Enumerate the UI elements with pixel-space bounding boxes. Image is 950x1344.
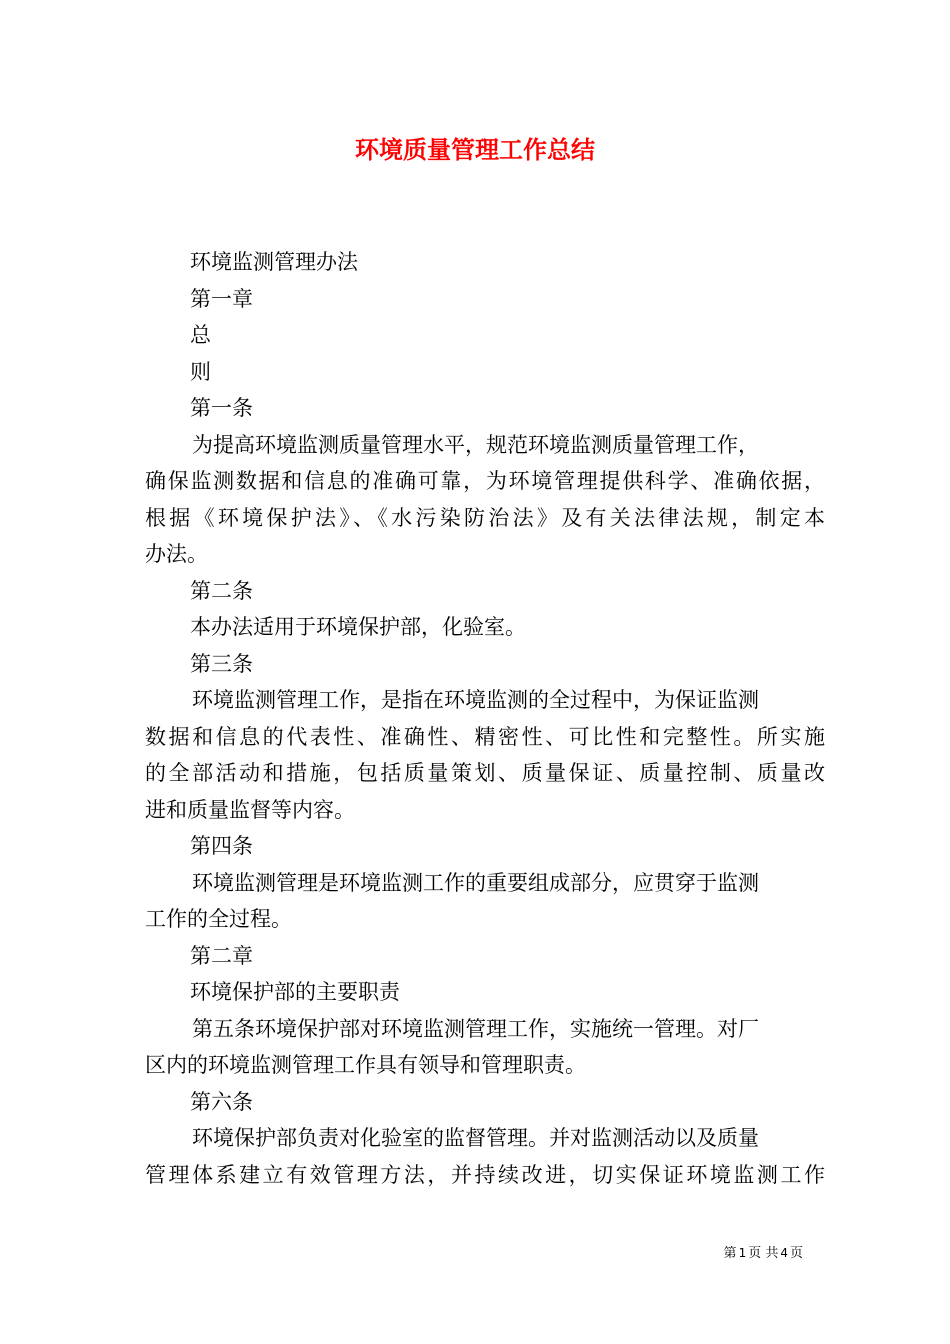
footer-middle: 页 共 [748, 1246, 779, 1261]
paragraph-line: 第五条环境保护部对环境监测管理工作，实施统一管理。对厂 [192, 1016, 759, 1041]
article-heading: 第三条 [190, 651, 253, 676]
paragraph-line: 数据和信息的代表性、准确性、精密性、可比性和完整性。所实施 [145, 724, 825, 749]
chapter-heading: 第一章 [190, 286, 253, 311]
paragraph-line: 进和质量监督等内容。 [145, 797, 355, 822]
paragraph-line: 环境监测管理工作，是指在环境监测的全过程中，为保证监测 [192, 688, 759, 712]
chapter-title-line: 则 [190, 359, 211, 384]
total-page-count: 4 [780, 1246, 788, 1260]
paragraph-line: 根据《环境保护法》、《水污染防治法》及有关法律法规，制定本 [145, 505, 825, 530]
paragraph-line: 本办法适用于环境保护部，化验室。 [190, 615, 526, 639]
paragraph-line: 的全部活动和措施，包括质量策划、质量保证、质量控制、质量改 [145, 761, 825, 785]
article-heading: 第一条 [190, 396, 253, 420]
paragraph-line: 区内的环境监测管理工作具有领导和管理职责。 [145, 1053, 586, 1077]
chapter-title-line: 总 [190, 323, 211, 347]
page-footer [724, 1244, 803, 1263]
document-body [145, 244, 825, 1193]
current-page-number: 1 [738, 1246, 747, 1260]
paragraph-line: 环境监测管理是环境监测工作的重要组成部分，应贯穿于监测 [192, 870, 759, 895]
chapter-title-line: 环境保护部的主要职责 [190, 980, 400, 1004]
article-heading: 第六条 [190, 1089, 253, 1114]
paragraph-line: 管理体系建立有效管理方法，并持续改进，切实保证环境监测工作 [145, 1162, 825, 1187]
paragraph-line: 确保监测数据和信息的准确可靠，为环境管理提供科学、准确依据， [145, 469, 825, 493]
chapter-heading: 第二章 [190, 943, 253, 968]
paragraph-line: 为提高环境监测质量管理水平，规范环境监测质量管理工作， [192, 432, 759, 457]
heading-line: 环境监测管理办法 [190, 250, 358, 274]
page-title: 环境质量管理工作总结 [355, 135, 595, 164]
paragraph-line: 办法。 [145, 542, 208, 566]
footer-prefix: 第 [723, 1246, 737, 1261]
article-heading: 第二条 [190, 578, 253, 603]
paragraph-line: 工作的全过程。 [145, 907, 292, 931]
paragraph-line: 环境保护部负责对化验室的监督管理。并对监测活动以及质量 [192, 1126, 759, 1150]
footer-suffix: 页 [789, 1246, 803, 1261]
article-heading: 第四条 [190, 834, 253, 858]
